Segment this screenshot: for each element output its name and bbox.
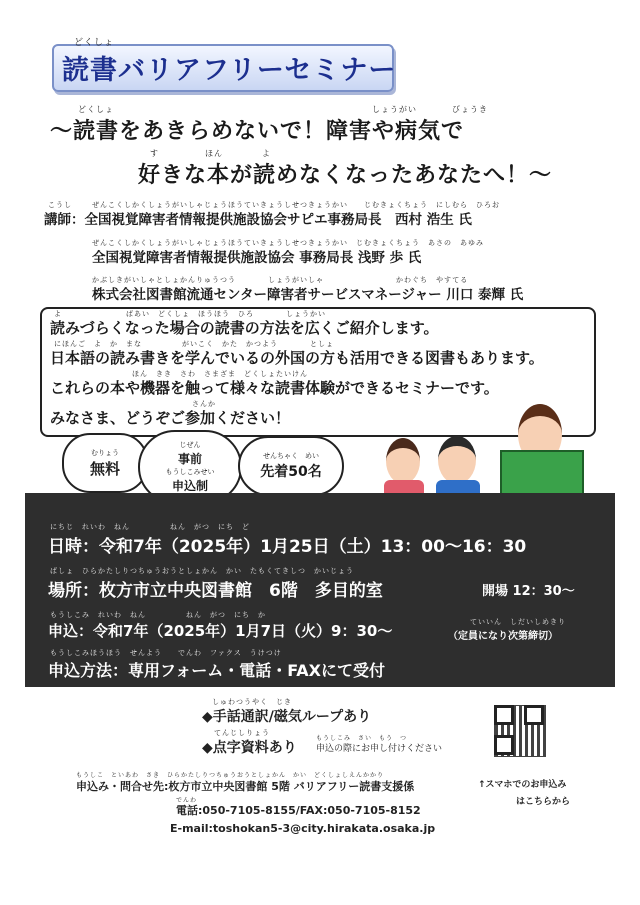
sign-ruby: しゅわつうやく じき [212,698,292,706]
contact-tel-ruby: でんわ [176,797,198,804]
braille-request-ruby: もうしこみ さい もう つ [316,735,408,742]
qr-caption-1: ↑スマホでのお申込み [478,780,567,790]
lecturer-3-ruby: かぶしきがいしゃとしょかんりゅうつう しょうがいしゃ かわぐち やすてる [92,276,469,284]
event-apply-method: 申込方法：専用フォーム・電話・FAXにて受付 [48,661,386,680]
event-place: 場所：枚方市立中央図書館 6階 多目的室 [48,581,383,601]
lecturer-label-ruby: こうし [48,201,72,209]
headline-line2-ruby-2: ほん [205,149,223,158]
contact-label-ruby: もうしこ といあわ さき ひらかたしりつちゅうおうとしょかん かい どくしょしえんかかり [76,772,385,779]
system-badge-label: 申込制 [171,479,208,493]
prior-badge-ruby: じぜん [179,441,201,449]
info-line4: みなさま、どうぞご参加ください！ [50,409,291,427]
lecturer-1-ruby: ぜんこくしかくしょうがいしゃじょうほうていきょうしせつきょうかい じむきょくちょう にしむら ひろお [92,201,500,209]
lecturer-2: 全国視覚障害者情報提供施設協会 事務局長 浅野 歩 氏 [92,250,422,266]
contact-email[interactable]: E-mail:toshokan5-3@city.hirakata.osaka.jp [170,822,436,835]
free-badge-label: 無料 [89,459,120,478]
page-title: 読書バリアフリーセミナー [62,55,397,86]
info-line2: 日本語の読み書きを学んでいるの外国の方も活用できる図書もあります。 [50,349,544,367]
info-line1-ruby: よ ばあい どくしょ ほうほう ひろ しょうかい [54,310,326,318]
braille-note: ◆点字資料あり [202,740,297,756]
free-badge-ruby: むりょう [90,448,119,457]
date-ruby: にちじ れいわ ねん ねん がつ にち ど [50,523,250,531]
info-line3-ruby: ほん きき さわ さまざま どくしょたいけん [132,370,308,378]
people-illustration [380,398,616,494]
headline-line2-ruby-3: よ [262,149,271,158]
lecturer-2-ruby: ぜんこくしかくしょうがいしゃじょうほうていきょうしせつきょうかい じむきょくちょう あさの あゆみ [92,239,484,247]
lecturer-3: 株式会社図書館流通センター障害者サービスマネージャー 川口 泰輝 氏 [92,287,524,303]
event-open-time: 開場 12：30〜 [482,584,575,599]
headline-line1-ruby-3: びょうき [452,105,488,114]
first-badge-label: 先着50名 [260,464,322,480]
place-ruby: ばしょ ひらかたしりつちゅうおうとしょかん かい たもくてきしつ かいじょう [50,567,354,575]
headline-line1-ruby-1: どくしょ [78,105,114,114]
info-line3: これらの本や機器を触って様々な読書体験ができるセミナーです。 [50,379,499,397]
braille-ruby: てんじしりょう [214,729,270,737]
contact-tel[interactable]: 電話:050-7105-8155/FAX:050-7105-8152 [176,804,421,817]
method-ruby: もうしこみほうほう せんよう でんわ ファクス うけつけ [50,649,282,657]
first-come-badge [238,436,344,496]
qr-finder-1 [494,705,514,725]
qr-caption-2: はこちらから [516,797,571,807]
qr-finder-3 [494,735,514,755]
apply-note-ruby: ていいん しだいしめきり [470,618,566,626]
prior-badge-label: 事前 [177,452,202,466]
event-apply-date: 申込：令和7年（2025年）1月7日（火）9：30〜 [48,622,393,640]
info-line4-ruby: さんか [192,400,216,408]
event-apply-note: （定員になり次第締切） [448,631,558,642]
contact-label: 申込み・問合せ先:枚方市立中央図書館 5階 バリアフリー読書支援係 [76,780,415,793]
title-ruby: どくしょ [74,38,115,48]
first-badge-ruby: せんちゃく めい [262,452,319,460]
free-badge [62,433,148,493]
braille-request-note: 申込の際にお申し付けください [316,744,443,754]
qr-finder-2 [524,705,544,725]
headline-line2: 好きな本が読めなくなったあなたへ！〜 [138,163,553,188]
headline-line1-ruby-2: しょうがい [372,105,417,114]
headline-line1: 〜読書をあきらめないで！障害や病気で [50,119,465,144]
apply-ruby: もうしこみ れいわ ねん ねん がつ にち か [50,611,266,619]
info-line2-ruby: にほんご よ か まな がいこく かた かつよう としょ [54,340,334,348]
system-badge-ruby: もうしこみせい [165,468,215,476]
book-icon [500,450,584,498]
sign-language-note: ◆手話通訳/磁気ループあり [202,709,372,725]
info-line1: 読みづらくなった場合の読書の方法を広くご紹介します。 [50,319,439,337]
headline-line2-ruby-1: す [150,149,159,158]
event-date: 日時：令和7年（2025年）1月25日（土）13：00〜16：30 [48,537,527,557]
lecturer-1: 講師：全国視覚障害者情報提供施設協会サピエ事務局長 西村 浩生 氏 [44,212,472,228]
